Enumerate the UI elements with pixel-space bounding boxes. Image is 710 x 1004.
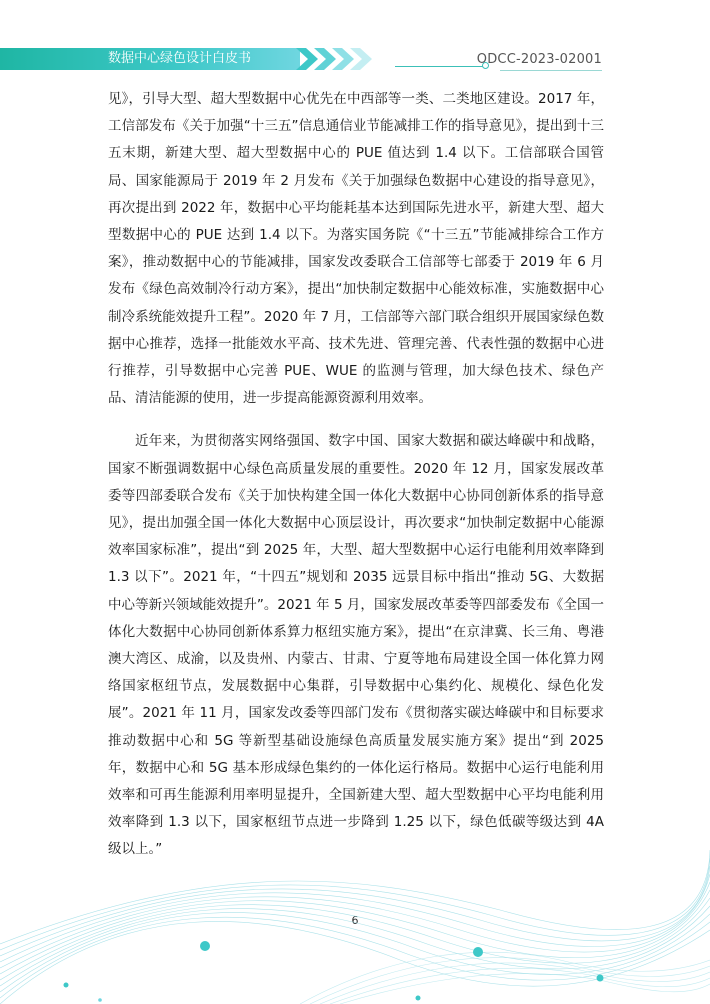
paragraph-2: 近年来，为贯彻落实网络强国、数字中国、国家大数据和碳达峰碳中和战略，国家不断强调数据中心绿色高质量发展的重要性。2020 年 12 月，国家发展改革委等四部委联合发布《关于加快构建全国一体化大数据中心协同创新体系的指导意见》，提出加强全国一体化大数据中心顶层设计，再次要求“加快制定数据中心能源效率国家标准”，提出“到 2025 年，大型、超大型数据中心运行电能利用效率降到 1.3 以下”。2021 年，“十四五”规划和 2035 远景目标中指出“推动 5G、大数据中心等新兴领域能效提升”。2021 年 5 月，国家发展改革委等四部委发布《全国一体化大数据中心协同创新体系算力枢纽实施方案》，提出“在京津冀、长三角、粤港澳大湾区、成渝，以及贵州、内蒙古、甘肃、宁夏等地布局建设全国一体化算力网络国家枢纽节点，发展数据中心集群，引导数据中心集约化、规模化、绿色化发展”。2021 年 11 月，国家发改委等四部门发布《贯彻落实碳达峰碳中和目标要求推动数据中心和 5G 等新型基础设施绿色高质量发展实施方案》提出“到 2025 年，数据中心和 5G 基本形成绿色集约的一体化运行格局。数据中心运行电能利用效率和可再生能源利用率明显提升，全国新建大型、超大型数据中心平均电能利用效率降到 1.3 以下，国家枢纽节点进一步降到 1.25 以下，绿色低碳等级达到 4A 级以上。”	[108, 433, 604, 858]
document-title: 数据中心绿色设计白皮书	[108, 51, 252, 66]
document-code: ODCC-2023-02001	[476, 52, 602, 67]
paragraph-1: 见》，引导大型、超大型数据中心优先在中西部等一类、二类地区建设。2017 年，工信部发布《关于加强“十三五”信息通信业节能减排工作的指导意见》，提出到十三五末期，新建大型、超大型数据中心的 PUE 值达到 1.4 以下。工信部联合国管局、国家能源局于 2019 年 2 月发布《关于加强绿色数据中心建设的指导意见》，再次提出到 2022 年，数据中心平均能耗基本达到国际先进水平，新建大型、超大型数据中心的 PUE 达到 1.4 以下。为落实国务院《“十三五”节能减排综合工作方案》，推动数据中心的节能减排，国家发改委联合工信部等七部委于 2019 年 6 月发布《绿色高效制冷行动方案》，提出“加快制定数据中心能效标准，实施数据中心制冷系统能效提升工程”。2020 年 7 月，工信部等六部门联合组织开展国家绿色数据中心推荐，选择一批能效水平高、技术先进、管理完善、代表性强的数据中心进行推荐，引导数据中心完善 PUE、WUE 的监测与管理，加大绿色技术、绿色产品、清洁能源的使用，进一步提高能源资源利用效率。	[108, 91, 604, 407]
page-number: 6	[351, 914, 359, 927]
